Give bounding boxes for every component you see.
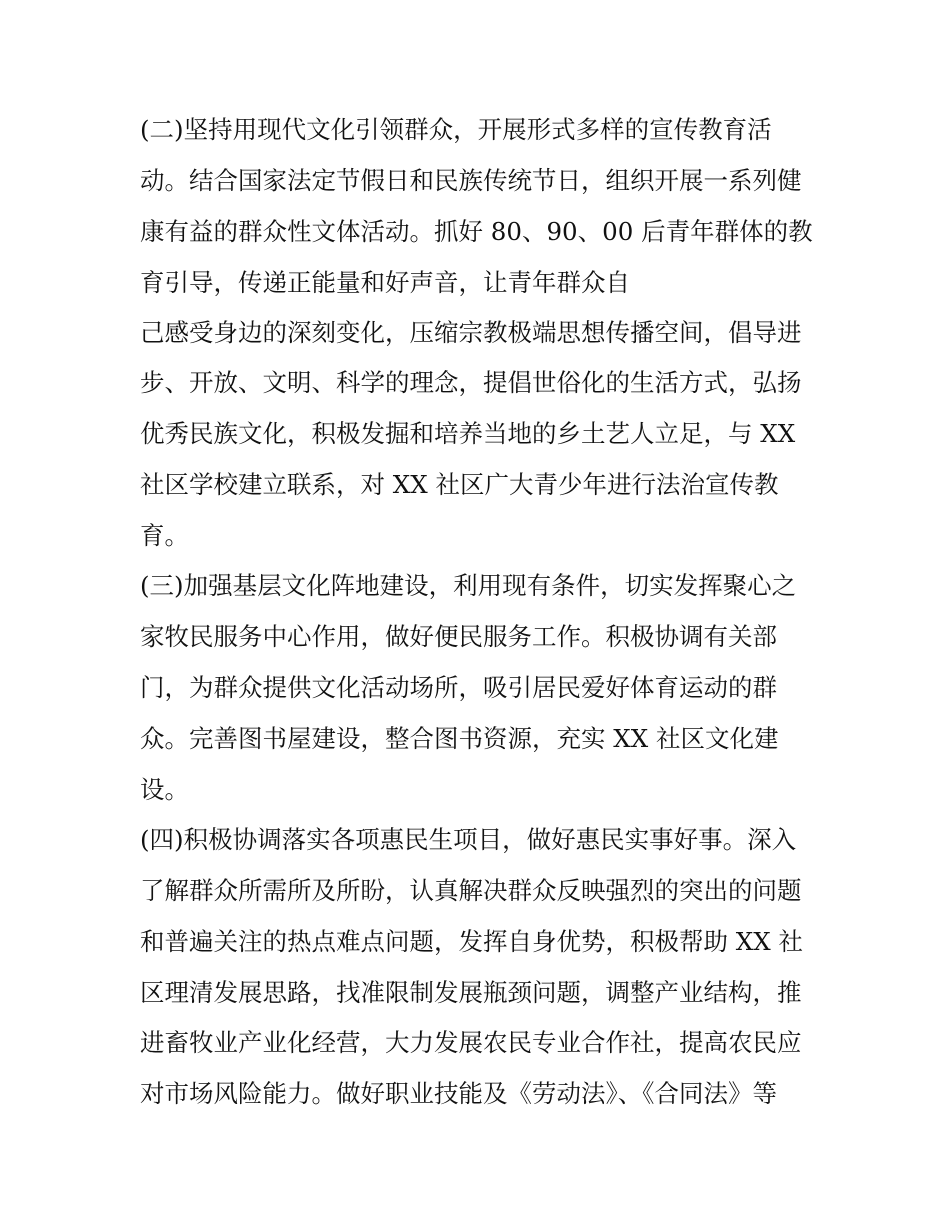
text-line: 优秀民族文化，积极发掘和培养当地的乡土艺人立足，与 XX: [140, 419, 796, 448]
text-line: 社区学校建立联系，对 XX 社区广大青少年进行法治宣传教: [140, 470, 779, 499]
text-line: 设。: [140, 775, 189, 804]
text-line: (四)积极协调落实各项惠民生项目，做好惠民实事好事。深入: [140, 825, 797, 854]
text-line: 了解群众所需所及所盼，认真解决群众反映强烈的突出的问题: [140, 876, 802, 905]
text-line: 门，为群众提供文化活动场所，吸引居民爱好体育运动的群: [140, 673, 777, 702]
text-line: 育。: [140, 521, 189, 550]
text-line: 动。结合国家法定节假日和民族传统节日，组织开展一系列健: [140, 166, 802, 195]
text-line: (二)坚持用现代文化引领群众，开展形式多样的宣传教育活: [140, 115, 772, 144]
text-line: 区理清发展思路，找准限制发展瓶颈问题，调整产业结构，推: [140, 978, 802, 1007]
text-line: 进畜牧业产业化经营，大力发展农民专业合作社，提高农民应: [140, 1028, 802, 1057]
text-line: (三)加强基层文化阵地建设，利用现有条件，切实发挥聚心之: [140, 571, 797, 600]
text-line: 康有益的群众性文体活动。抓好 80、90、00 后青年群体的教: [140, 217, 813, 246]
text-line: 对市场风险能力。做好职业技能及《劳动法》、《合同法》等: [140, 1079, 777, 1108]
text-line: 步、开放、文明、科学的理念，提倡世俗化的生活方式，弘扬: [140, 368, 802, 397]
text-line: 众。完善图书屋建设，整合图书资源，充实 XX 社区文化建: [140, 724, 779, 753]
text-line: 家牧民服务中心作用，做好便民服务工作。积极协调有关部: [140, 622, 777, 651]
text-line: 和普遍关注的热点难点问题，发挥自身优势，积极帮助 XX 社: [140, 927, 803, 956]
text-line: 己感受身边的深刻变化，压缩宗教极端思想传播空间，倡导进: [140, 318, 802, 347]
text-line: 育引导，传递正能量和好声音，让青年群众自: [140, 268, 630, 297]
